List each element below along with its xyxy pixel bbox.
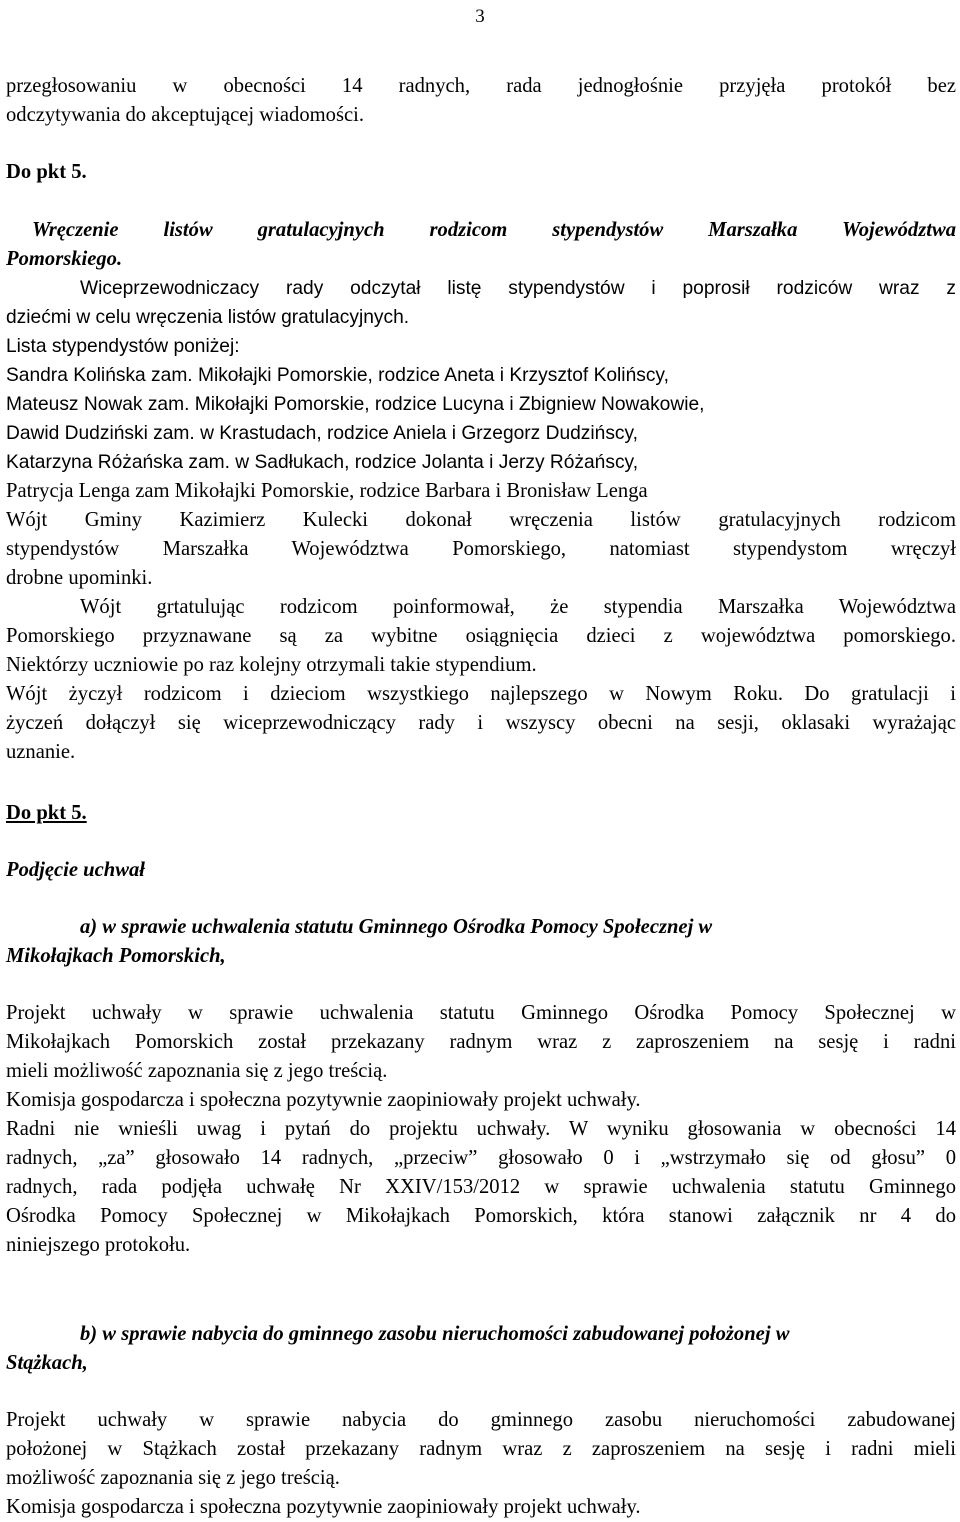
text-line: Mikołajkach Pomorskich, — [6, 945, 226, 967]
subheading-uchwala-b — [6, 1320, 956, 1378]
text-line: uznanie. — [6, 741, 76, 763]
text-line: Pomorskiego. — [6, 248, 123, 270]
text-line: Radni nie wnieśli uwag i pytań do projektu uchwały. W wyniku głosowania w obecności 14 — [6, 1118, 956, 1140]
text-line: Komisja gospodarcza i społeczna pozytywnie zaopiniowały projekt uchwały. — [6, 1496, 641, 1518]
text-line: Wręczenie listów gratulacyjnych rodzicom stypendystów Marszałka Województwa — [32, 219, 956, 241]
text-line: Niektórzy uczniowie po raz kolejny otrzymali takie stypendium. — [6, 654, 537, 676]
heading-text: Do pkt 5. — [6, 161, 87, 183]
paragraph-zyczenia — [6, 680, 956, 767]
text-line: Ośrodka Pomocy Społecznej w Mikołajkach Pomorskich, która stanowi załącznik nr 4 do — [6, 1205, 956, 1227]
text-line: Stążkach, — [6, 1352, 88, 1374]
paragraph-uchwala-b — [6, 1406, 956, 1522]
text-line: życzeń dołączył się wiceprzewodniczący rady i wszyscy obecni na sesji, oklasaki wyrażając — [6, 712, 956, 734]
subheading-uchwala-a — [6, 913, 956, 971]
text-line: Pomorskiego przyznawane są za wybitne osiągnięcia dzieci z województwa pomorskiego. — [6, 625, 956, 647]
text-line: odczytywania do akceptującej wiadomości. — [6, 104, 364, 126]
text-line: Sandra Kolińska zam. Mikołajki Pomorskie, rodzice Aneta i Krzysztof Kolińscy, — [6, 365, 669, 386]
heading-podjecie-uchwal — [6, 856, 956, 885]
text-line: Wójt Gminy Kazimierz Kulecki dokonał wręczenia listów gratulacyjnych rodzicom — [6, 509, 956, 531]
text-line: Dawid Dudziński zam. w Krastudach, rodzice Aniela i Grzegorz Dudzińscy, — [6, 423, 639, 444]
text-line: Mateusz Nowak zam. Mikołajki Pomorskie, rodzice Lucyna i Zbigniew Nowakowie, — [6, 394, 705, 415]
paragraph-stypendia — [6, 593, 956, 680]
text-line: a) w sprawie uchwalenia statutu Gminnego Ośrodka Pomocy Społecznej w — [80, 916, 713, 938]
text-line: Wiceprzewodniczacy rady odczytał listę stypendystów i poprosił rodziców wraz z — [80, 278, 956, 299]
text-line: Projekt uchwały w sprawie uchwalenia statutu Gminnego Ośrodka Pomocy Społecznej w — [6, 1002, 956, 1024]
text-line: radnych, „za” głosowało 14 radnych, „przeciw” głosowało 0 i „wstrzymało się od głosu” 0 — [6, 1147, 956, 1169]
text-line: Komisja gospodarcza i społeczna pozytywnie zaopiniowały projekt uchwały. — [6, 1089, 641, 1111]
paragraph-wojt-wreczenie — [6, 477, 956, 593]
paragraph-uchwala-a — [6, 999, 956, 1260]
text-line: dziećmi w celu wręczenia listów gratulacyjnych. — [6, 307, 410, 328]
heading-pkt5-a — [6, 158, 956, 187]
text-line: Wójt życzył rodzicom i dzieciom wszystkiego najlepszego w Nowym Roku. Do gratulacji i — [6, 683, 956, 705]
text-line: stypendystów Marszałka Województwa Pomorskiego, natomiast stypendystom wręczył — [6, 538, 956, 560]
paragraph-vote-minutes — [6, 72, 956, 130]
text-line: niniejszego protokołu. — [6, 1234, 191, 1256]
heading-text: Podjęcie uchwał — [6, 859, 145, 881]
heading-text: Do pkt 5. — [6, 802, 87, 824]
text-line: mieli możliwość zapoznania się z jego treścią. — [6, 1060, 388, 1082]
text-line: Patrycja Lenga zam Mikołajki Pomorskie, rodzice Barbara i Bronisław Lenga — [6, 480, 648, 502]
text-line: Projekt uchwały w sprawie nabycia do gminnego zasobu nieruchomości zabudowanej — [6, 1409, 956, 1431]
page-number: 3 — [475, 6, 485, 27]
paragraph-stypendysci — [6, 274, 956, 477]
text-line: radnych, rada podjęła uchwałę Nr XXIV/153/2012 w sprawie uchwalenia statutu Gminnego — [6, 1176, 956, 1198]
text-line: położonej w Stążkach został przekazany radnym wraz z zaproszeniem na sesję i radni mieli — [6, 1438, 956, 1460]
text-line: Wójt grtatulując rodzicom poinformował, że stypendia Marszałka Województwa — [80, 596, 956, 618]
text-line: b) w sprawie nabycia do gminnego zasobu nieruchomości zabudowanej położonej w — [80, 1323, 790, 1345]
text-line: Lista stypendystów poniżej: — [6, 336, 240, 357]
text-line: Mikołajkach Pomorskich został przekazany radnym wraz z zaproszeniem na sesję i radni — [6, 1031, 956, 1053]
text-line: możliwość zapoznania się z jego treścią. — [6, 1467, 340, 1489]
text-line: Katarzyna Różańska zam. w Sadłukach, rodzice Jolanta i Jerzy Różańscy, — [6, 452, 639, 473]
text-line: drobne upominki. — [6, 567, 153, 589]
title-wreczenie — [6, 216, 956, 274]
heading-pkt5-b — [6, 799, 956, 828]
text-line: przegłosowaniu w obecności 14 radnych, rada jednogłośnie przyjęła protokół bez — [6, 75, 956, 97]
